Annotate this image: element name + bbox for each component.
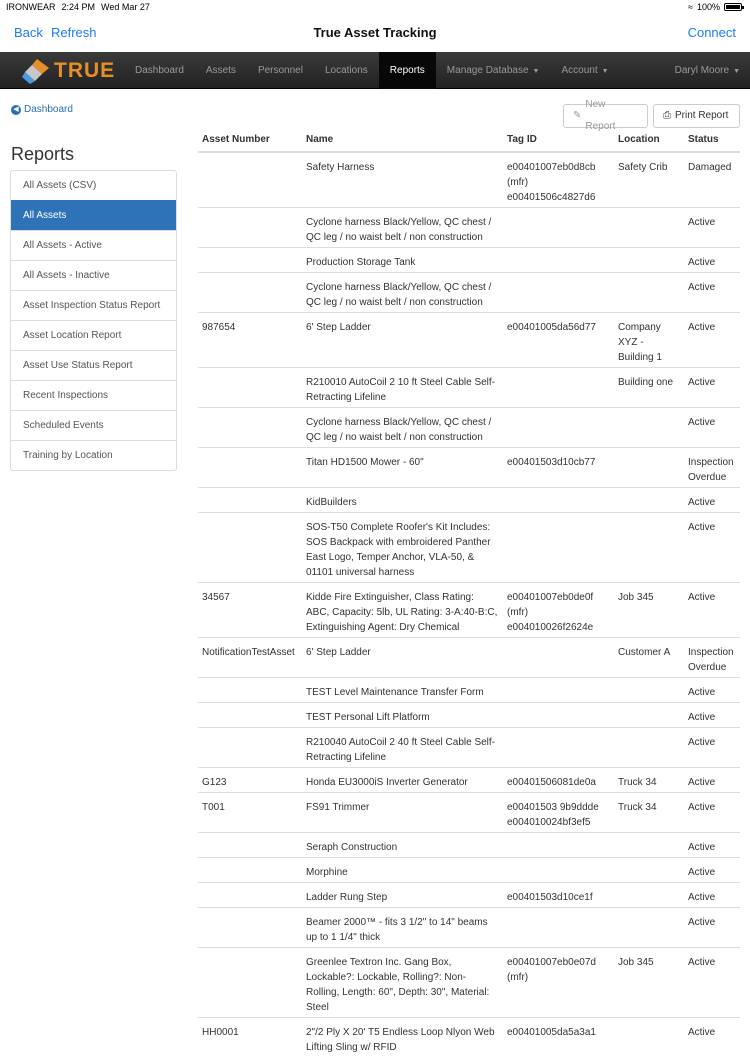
status-cell: Active xyxy=(684,513,740,583)
sidebar-item-recent-inspections[interactable]: Recent Inspections xyxy=(11,380,176,410)
user-name: Daryl Moore xyxy=(675,65,729,76)
location-cell xyxy=(614,448,684,488)
location-cell xyxy=(614,833,684,858)
nav-reports[interactable]: Reports xyxy=(379,52,436,89)
status-cell: Active xyxy=(684,948,740,1018)
status-cell: Inspection Overdue xyxy=(684,638,740,678)
asset-number-cell: 34567 xyxy=(198,583,302,638)
tag-id-cell xyxy=(503,208,614,248)
name-cell: Cyclone harness Black/Yellow, QC chest / QC leg / no waist belt / non construction xyxy=(302,208,503,248)
tag-id-cell: e00401007eb0de0f (mfr) e004010026f2624e xyxy=(503,583,614,638)
location-cell xyxy=(614,408,684,448)
assets-table-wrap xyxy=(198,131,740,1057)
status-cell: Active xyxy=(684,768,740,793)
name-cell: R210010 AutoCoil 2 10 ft Steel Cable Self-Retracting Lifeline xyxy=(302,368,503,408)
ios-status-bar xyxy=(0,0,750,14)
name-cell: Beamer 2000™ - fits 3 1/2" to 14" beams up to 1 1/4" thick xyxy=(302,908,503,948)
table-row[interactable] xyxy=(198,408,740,448)
asset-number-cell: NotificationTestAsset xyxy=(198,638,302,678)
col-header-tag-id[interactable]: Tag ID xyxy=(503,131,614,152)
reports-sidebar xyxy=(10,170,177,471)
name-cell: Titan HD1500 Mower - 60" xyxy=(302,448,503,488)
breadcrumb[interactable] xyxy=(11,104,73,115)
name-cell: 6' Step Ladder xyxy=(302,313,503,368)
name-cell: Kidde Fire Extinguisher, Class Rating: ABC, Capacity: 5lb, UL Rating: 3-A:40-B:C, Extinguishing Agent: Dry Chemical xyxy=(302,583,503,638)
tag-id-cell xyxy=(503,638,614,678)
tag-id-cell xyxy=(503,513,614,583)
caret-down-icon: ▼ xyxy=(733,68,740,75)
breadcrumb-dashboard-link[interactable]: Dashboard xyxy=(24,104,73,115)
name-cell: R210040 AutoCoil 2 40 ft Steel Cable Self-Retracting Lifeline xyxy=(302,728,503,768)
true-logo[interactable] xyxy=(22,57,112,85)
logo-text: TRUE xyxy=(54,59,115,83)
asset-number-cell: T001 xyxy=(198,793,302,833)
location-cell: Job 345 xyxy=(614,583,684,638)
table-row[interactable] xyxy=(198,793,740,833)
tag-id-cell xyxy=(503,908,614,948)
name-cell: Seraph Construction xyxy=(302,833,503,858)
date-label: Wed Mar 27 xyxy=(101,2,150,12)
tag-id-cell: e00401506081de0a xyxy=(503,768,614,793)
battery-label: 100% xyxy=(697,2,720,12)
asset-number-cell xyxy=(198,208,302,248)
col-header-asset-number[interactable]: Asset Number xyxy=(198,131,302,152)
table-row[interactable] xyxy=(198,638,740,678)
print-report-label: Print Report xyxy=(675,105,728,127)
status-cell: Active xyxy=(684,1018,740,1057)
status-cell: Active xyxy=(684,883,740,908)
table-row[interactable] xyxy=(198,858,740,883)
name-cell: Greenlee Textron Inc. Gang Box, Lockable?: Lockable, Rolling?: Non-Rolling, Length: 60", Depth: 30", Material: Steel xyxy=(302,948,503,1018)
wifi-icon: ≈ xyxy=(688,2,693,12)
name-cell: Morphine xyxy=(302,858,503,883)
nav-manage-database-label: Manage Database xyxy=(447,65,529,76)
status-cell: Active xyxy=(684,583,740,638)
sidebar-item-all-assets-inactive[interactable]: All Assets - Inactive xyxy=(11,260,176,290)
location-cell: Job 345 xyxy=(614,948,684,1018)
nav-locations[interactable]: Locations xyxy=(314,52,379,89)
table-row[interactable] xyxy=(198,448,740,488)
col-header-location[interactable]: Location xyxy=(614,131,684,152)
name-cell: 2"/2 Ply X 20' T5 Endless Loop Nlyon Web Lifting Sling w/ RFID xyxy=(302,1018,503,1057)
tag-id-cell xyxy=(503,703,614,728)
table-row[interactable] xyxy=(198,833,740,858)
asset-number-cell xyxy=(198,448,302,488)
tag-id-cell xyxy=(503,408,614,448)
table-row[interactable] xyxy=(198,703,740,728)
tag-id-cell xyxy=(503,368,614,408)
asset-number-cell xyxy=(198,703,302,728)
asset-number-cell xyxy=(198,368,302,408)
location-cell xyxy=(614,513,684,583)
carrier-label: IRONWEAR xyxy=(6,2,56,12)
sidebar-item-scheduled-events[interactable]: Scheduled Events xyxy=(11,410,176,440)
print-report-button[interactable] xyxy=(653,104,740,128)
asset-number-cell xyxy=(198,883,302,908)
status-cell: Damaged xyxy=(684,152,740,208)
table-header-row xyxy=(198,131,740,152)
name-cell: Production Storage Tank xyxy=(302,248,503,273)
tag-id-cell xyxy=(503,833,614,858)
table-row[interactable] xyxy=(198,583,740,638)
asset-number-cell: 987654 xyxy=(198,313,302,368)
refresh-button[interactable]: Refresh xyxy=(51,25,97,40)
table-row[interactable] xyxy=(198,768,740,793)
location-cell xyxy=(614,488,684,513)
asset-number-cell xyxy=(198,858,302,883)
status-cell: Active xyxy=(684,908,740,948)
nav-user-menu[interactable] xyxy=(675,52,740,89)
table-body xyxy=(198,152,740,1057)
nav-dashboard[interactable]: Dashboard xyxy=(124,52,195,89)
new-report-label: New Report xyxy=(585,94,638,138)
main-navbar xyxy=(0,52,750,89)
table-row[interactable] xyxy=(198,883,740,908)
caret-down-icon: ▼ xyxy=(533,68,540,75)
status-cell: Active xyxy=(684,273,740,313)
location-cell: Building one xyxy=(614,368,684,408)
edit-icon: ✎ xyxy=(573,105,581,127)
location-cell xyxy=(614,1018,684,1057)
asset-number-cell: G123 xyxy=(198,768,302,793)
table-row[interactable] xyxy=(198,678,740,703)
sidebar-item-asset-inspection-status[interactable]: Asset Inspection Status Report xyxy=(11,290,176,320)
name-cell: Honda EU3000iS Inverter Generator xyxy=(302,768,503,793)
name-cell: Cyclone harness Black/Yellow, QC chest / QC leg / no waist belt / non construction xyxy=(302,273,503,313)
name-cell: SOS-T50 Complete Roofer's Kit Includes: SOS Backpack with embroidered Panther East Logo, Temper Anchor, VLA-50, & 01101 universal harness xyxy=(302,513,503,583)
tag-id-cell xyxy=(503,728,614,768)
name-cell: TEST Personal Lift Platform xyxy=(302,703,503,728)
table-row[interactable] xyxy=(198,1018,740,1057)
asset-number-cell xyxy=(198,513,302,583)
name-cell: Safety Harness xyxy=(302,152,503,208)
status-cell: Active xyxy=(684,833,740,858)
name-cell: FS91 Trimmer xyxy=(302,793,503,833)
sidebar-item-all-assets-active[interactable]: All Assets - Active xyxy=(11,230,176,260)
tag-id-cell: e00401005da5a3a1 xyxy=(503,1018,614,1057)
location-cell: Truck 34 xyxy=(614,768,684,793)
status-cell: Active xyxy=(684,248,740,273)
status-cell: Active xyxy=(684,208,740,248)
location-cell xyxy=(614,678,684,703)
nav-account-label: Account xyxy=(561,65,597,76)
app-header xyxy=(0,14,750,52)
status-cell: Active xyxy=(684,858,740,883)
sidebar-item-training-by-location[interactable]: Training by Location xyxy=(11,440,176,470)
status-cell: Active xyxy=(684,678,740,703)
tag-id-cell xyxy=(503,248,614,273)
printer-icon: ⎙ xyxy=(663,105,671,127)
location-cell xyxy=(614,248,684,273)
location-cell: Safety Crib xyxy=(614,152,684,208)
asset-number-cell xyxy=(198,728,302,768)
location-cell xyxy=(614,208,684,248)
nav-manage-database[interactable] xyxy=(436,52,551,89)
asset-number-cell xyxy=(198,948,302,1018)
table-row[interactable] xyxy=(198,248,740,273)
location-cell xyxy=(614,273,684,313)
name-cell: 6' Step Ladder xyxy=(302,638,503,678)
table-row[interactable] xyxy=(198,208,740,248)
sidebar-item-asset-location[interactable]: Asset Location Report xyxy=(11,320,176,350)
asset-number-cell xyxy=(198,833,302,858)
tag-id-cell xyxy=(503,858,614,883)
asset-number-cell xyxy=(198,488,302,513)
tag-id-cell: e00401005da56d77 xyxy=(503,313,614,368)
tag-id-cell: e00401503 9b9ddde e004010024bf3ef5 xyxy=(503,793,614,833)
nav-account[interactable] xyxy=(550,52,619,89)
new-report-button[interactable] xyxy=(563,104,648,128)
table-row[interactable] xyxy=(198,513,740,583)
tag-id-cell: e00401503d10ce1f xyxy=(503,883,614,908)
status-cell: Active xyxy=(684,703,740,728)
status-cell: Active xyxy=(684,408,740,448)
col-header-name[interactable]: Name xyxy=(302,131,503,152)
nav-assets[interactable]: Assets xyxy=(195,52,247,89)
tag-id-cell xyxy=(503,678,614,703)
battery-icon xyxy=(724,3,742,11)
name-cell: Ladder Rung Step xyxy=(302,883,503,908)
status-cell: Active xyxy=(684,793,740,833)
table-row[interactable] xyxy=(198,368,740,408)
sidebar-heading: Reports xyxy=(11,144,74,165)
sidebar-item-all-assets-csv[interactable]: All Assets (CSV) xyxy=(11,171,176,200)
location-cell: Customer A xyxy=(614,638,684,678)
asset-number-cell xyxy=(198,248,302,273)
table-row[interactable] xyxy=(198,728,740,768)
tag-id-cell: e00401007eb0d8cb (mfr) e00401506c4827d6 xyxy=(503,152,614,208)
sidebar-item-asset-use-status[interactable]: Asset Use Status Report xyxy=(11,350,176,380)
connect-button[interactable]: Connect xyxy=(688,25,736,40)
location-cell xyxy=(614,908,684,948)
table-row[interactable] xyxy=(198,948,740,1018)
location-cell xyxy=(614,728,684,768)
location-cell: Company XYZ - Building 1 xyxy=(614,313,684,368)
table-row[interactable] xyxy=(198,152,740,208)
name-cell: TEST Level Maintenance Transfer Form xyxy=(302,678,503,703)
asset-number-cell xyxy=(198,408,302,448)
sidebar-item-all-assets[interactable]: All Assets xyxy=(11,200,176,230)
table-row[interactable] xyxy=(198,313,740,368)
logo-icon xyxy=(22,57,52,85)
name-cell: Cyclone harness Black/Yellow, QC chest / QC leg / no waist belt / non construction xyxy=(302,408,503,448)
back-button[interactable]: Back xyxy=(14,25,43,40)
table-row[interactable] xyxy=(198,488,740,513)
location-cell xyxy=(614,703,684,728)
asset-number-cell xyxy=(198,678,302,703)
status-cell: Inspection Overdue xyxy=(684,448,740,488)
nav-personnel[interactable]: Personnel xyxy=(247,52,314,89)
app-title: True Asset Tracking xyxy=(0,25,750,40)
tag-id-cell xyxy=(503,273,614,313)
asset-number-cell: HH0001 xyxy=(198,1018,302,1057)
col-header-status[interactable]: Status xyxy=(684,131,740,152)
tag-id-cell: e00401007eb0e07d (mfr) xyxy=(503,948,614,1018)
location-cell xyxy=(614,883,684,908)
location-cell xyxy=(614,858,684,883)
asset-number-cell xyxy=(198,908,302,948)
tag-id-cell: e00401503d10cb77 xyxy=(503,448,614,488)
tag-id-cell xyxy=(503,488,614,513)
table-row[interactable] xyxy=(198,908,740,948)
status-cell: Active xyxy=(684,488,740,513)
arrow-left-circle-icon: ◀ xyxy=(11,105,21,115)
status-cell: Active xyxy=(684,728,740,768)
assets-table xyxy=(198,131,740,1057)
status-cell: Active xyxy=(684,368,740,408)
asset-number-cell xyxy=(198,152,302,208)
status-cell: Active xyxy=(684,313,740,368)
caret-down-icon: ▼ xyxy=(602,68,609,75)
time-label: 2:24 PM xyxy=(62,2,96,12)
table-row[interactable] xyxy=(198,273,740,313)
asset-number-cell xyxy=(198,273,302,313)
location-cell: Truck 34 xyxy=(614,793,684,833)
name-cell: KidBuilders xyxy=(302,488,503,513)
